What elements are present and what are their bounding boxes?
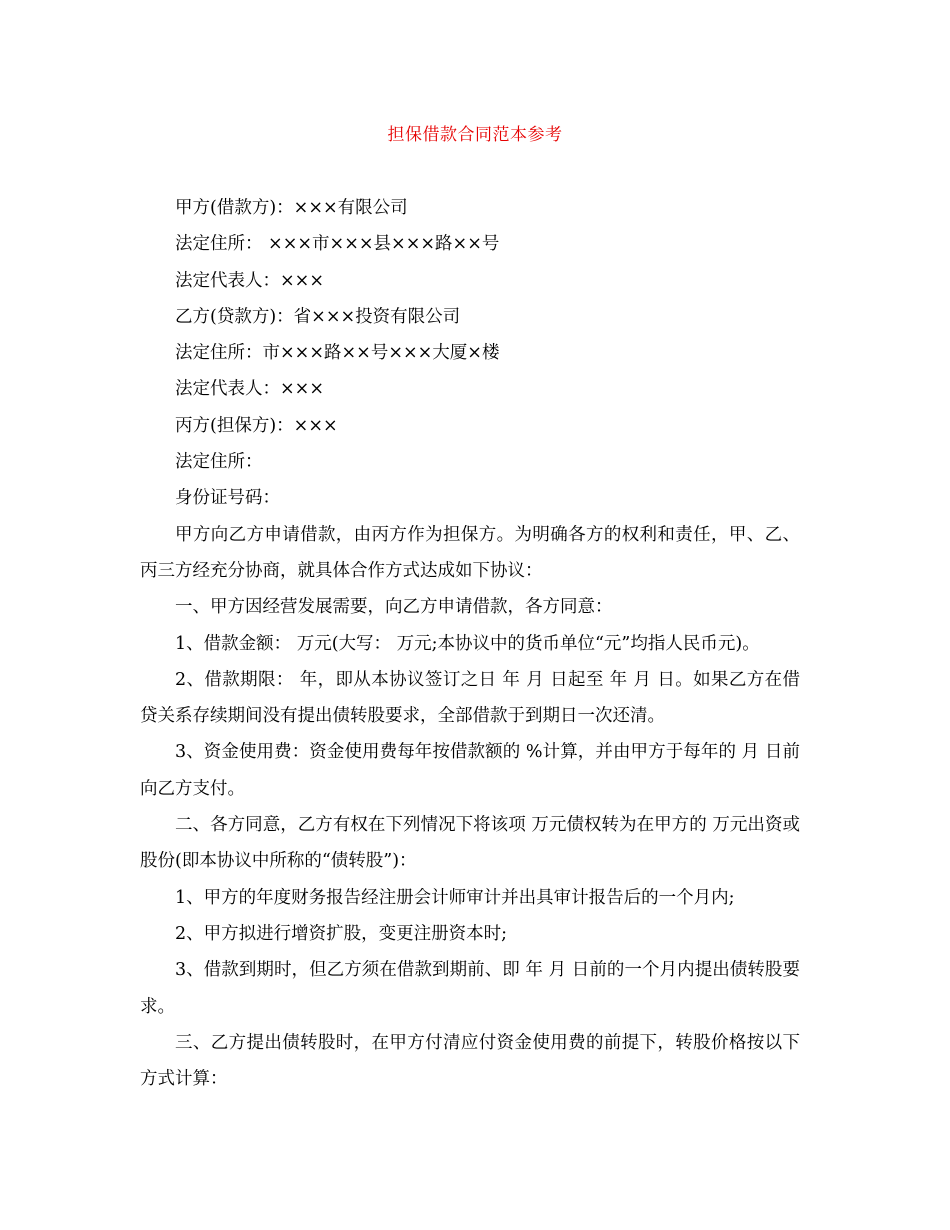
clause-2-heading: 二、各方同意，乙方有权在下列情况下将该项 万元债权转为在甲方的 万元出资或股份(即本协议中所称的“债转股”)：: [140, 815, 800, 872]
clause-1-item-1: 1、借款金额： 万元(大写： 万元;本协议中的货币单位“元”均指人民币元)。: [175, 633, 760, 654]
party-c-id-line: 身份证号码：: [175, 488, 280, 509]
party-c-address-line: 法定住所：: [175, 452, 263, 473]
document-title: 担保借款合同范本参考: [387, 125, 563, 145]
party-b-line: 乙方(贷款方)：省×××投资有限公司: [175, 306, 461, 327]
clause-2-item-1: 1、甲方的年度财务报告经注册会计师审计并出具审计报告后的一个月内;: [175, 887, 735, 908]
party-a-representative-line: 法定代表人：×××: [175, 270, 324, 291]
clause-1-heading: 一、甲方因经营发展需要，向乙方申请借款，各方同意：: [175, 597, 613, 618]
clause-1-item-3: 3、资金使用费：资金使用费每年按借款额的 %计算，并由甲方于每年的 月 日前向乙方支付。: [140, 742, 800, 799]
clause-3-heading: 三、乙方提出债转股时，在甲方付清应付资金使用费的前提下，转股价格按以下方式计算：: [140, 1032, 800, 1090]
document-body: [140, 190, 800, 1097]
clause-2-item-2: 2、甲方拟进行增资扩股，变更注册资本时;: [175, 923, 508, 944]
party-b-address-line: 法定住所：市×××路××号×××大厦×楼: [175, 343, 500, 364]
preamble-paragraph: 甲方向乙方申请借款，由丙方作为担保方。为明确各方的权利和责任，甲、乙、丙三方经充分协商，就具体合作方式达成如下协议：: [140, 524, 800, 581]
party-c-line: 丙方(担保方)：×××: [175, 415, 338, 436]
party-a-address-line: 法定住所： ×××市×××县×××路××号: [175, 234, 500, 255]
clause-1-item-2: 2、借款期限： 年，即从本协议签订之日 年 月 日起至 年 月 日。如果乙方在借贷关系存续期间没有提出债转股要求，全部借款于到期日一次还清。: [140, 669, 800, 727]
party-b-representative-line: 法定代表人：×××: [175, 379, 324, 400]
party-a-line: 甲方(借款方)：×××有限公司: [175, 198, 408, 218]
clause-2-item-3: 3、借款到期时，但乙方须在借款到期前、即 年 月 日前的一个月内提出债转股要求。: [140, 960, 800, 1017]
